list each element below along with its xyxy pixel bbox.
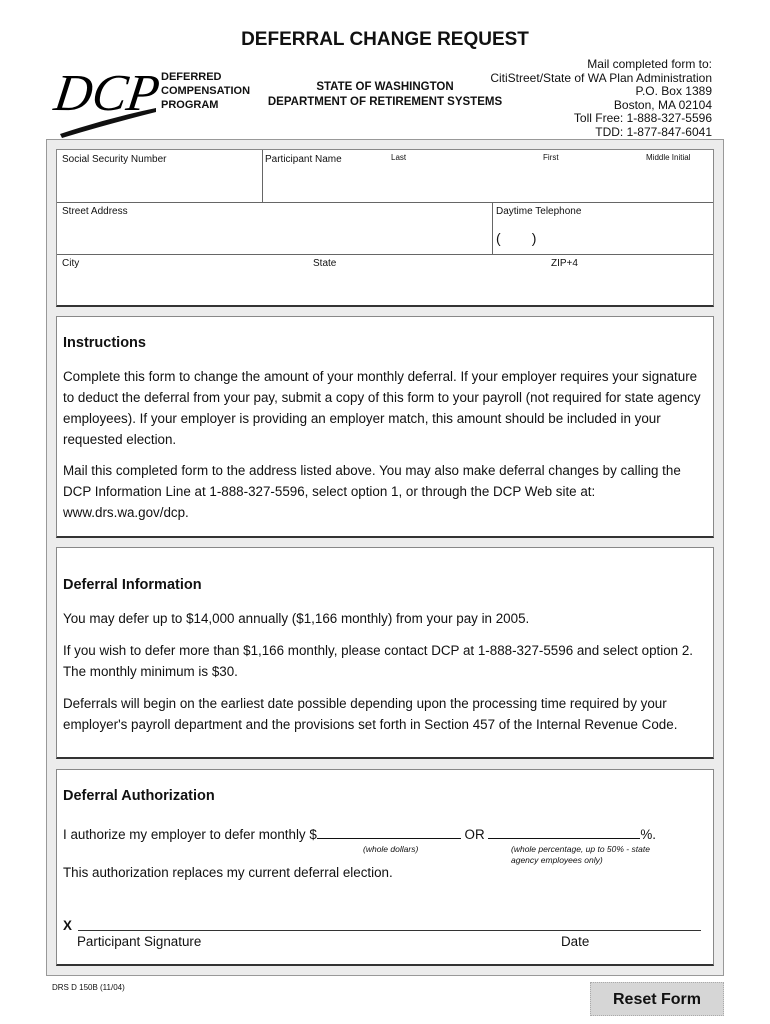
or-label: OR xyxy=(464,827,485,842)
authorization-text: I authorize my employer to defer monthly $ xyxy=(63,827,317,842)
mail-line: Toll Free: 1-888-327-5596 xyxy=(573,111,712,126)
first-name-label: First xyxy=(543,153,559,162)
percentage-input[interactable] xyxy=(488,825,640,839)
authorization-line xyxy=(63,824,703,845)
authorization-heading: Deferral Authorization xyxy=(63,788,215,804)
instructions-heading: Instructions xyxy=(63,335,146,351)
phone-area-code: ( ) xyxy=(496,230,537,246)
reset-form-button[interactable]: Reset Form xyxy=(590,982,724,1016)
percentage-hint: (whole percentage, up to 50% - state agency employees only) xyxy=(511,844,650,865)
instructions-section xyxy=(56,316,714,538)
deferral-info-paragraph: Deferrals will begin on the earliest date possible depending upon the processing time required by your employer's payroll department and the provisions set forth in Section 457 of the Internal Revenue Code. xyxy=(63,696,678,732)
middle-initial-label: Middle Initial xyxy=(646,153,691,162)
state-field[interactable]: State xyxy=(313,258,337,269)
percent-label: %. xyxy=(640,827,656,842)
instructions-paragraph: Complete this form to change the amount of your monthly deferral. If your employer requires your signature to deduct the deferral from your pay, submit a copy of this form to your payroll (not required for state agency employees). If your employer is providing an employer match, this amount should be included in your requested election. xyxy=(63,369,701,447)
replaces-election-text: This authorization replaces my current deferral election. xyxy=(63,865,393,880)
agency-line: DEPARTMENT OF RETIREMENT SYSTEMS xyxy=(267,96,503,108)
mail-line: TDD: 1-877-847-6041 xyxy=(595,124,712,139)
mail-line: Mail completed form to: xyxy=(587,57,712,71)
monthly-dollars-input[interactable] xyxy=(317,825,461,839)
program-line: PROGRAM xyxy=(161,99,219,111)
program-line: COMPENSATION xyxy=(161,85,251,97)
deferral-authorization-section xyxy=(56,769,714,966)
program-name xyxy=(161,70,250,112)
program-line: DEFERRED xyxy=(161,71,222,83)
deferral-info-paragraph: If you wish to defer more than $1,166 monthly, please contact DCP at 1-888-327-5596 and select option 2. The monthly minimum is $30. xyxy=(63,643,693,679)
participant-signature-label: Participant Signature xyxy=(77,934,202,949)
form-id: DRS D 150B (11/04) xyxy=(52,983,125,992)
agency-name xyxy=(250,80,520,110)
city-field[interactable]: City xyxy=(62,258,80,269)
dollars-hint: (whole dollars) xyxy=(363,844,419,854)
agency-line: STATE OF WASHINGTON xyxy=(316,81,454,93)
deferral-information-section xyxy=(56,547,714,759)
zip-field[interactable]: ZIP+4 xyxy=(551,258,578,269)
participant-info-box xyxy=(56,149,714,307)
svg-text:DCP: DCP xyxy=(51,64,164,122)
mail-line: CitiStreet/State of WA Plan Administration xyxy=(490,70,712,85)
street-address-field[interactable]: Street Address xyxy=(62,206,128,217)
form-title: DEFERRAL CHANGE REQUEST xyxy=(241,29,529,50)
mail-line: Boston, MA 02104 xyxy=(613,97,712,112)
date-label: Date xyxy=(561,934,590,949)
dcp-logo xyxy=(51,58,164,138)
deferral-info-paragraph: You may defer up to $14,000 annually ($1,166 monthly) from your pay in 2005. xyxy=(63,611,530,626)
mailing-address xyxy=(490,58,712,140)
mail-line: P.O. Box 1389 xyxy=(635,84,712,99)
signature-x-mark: X xyxy=(63,918,72,933)
ssn-field[interactable]: Social Security Number xyxy=(62,154,167,165)
deferral-info-heading: Deferral Information xyxy=(63,577,202,593)
daytime-telephone-field[interactable]: Daytime Telephone xyxy=(496,206,582,217)
instructions-paragraph: Mail this completed form to the address listed above. You may also make deferral changes by calling the DCP Information Line at 1-888-327-5596, select option 1, or through the DCP Web site at: www.drs.wa.gov/dcp. xyxy=(63,463,681,520)
participant-name-field[interactable]: Participant Name xyxy=(265,154,342,165)
last-name-label: Last xyxy=(391,153,407,162)
